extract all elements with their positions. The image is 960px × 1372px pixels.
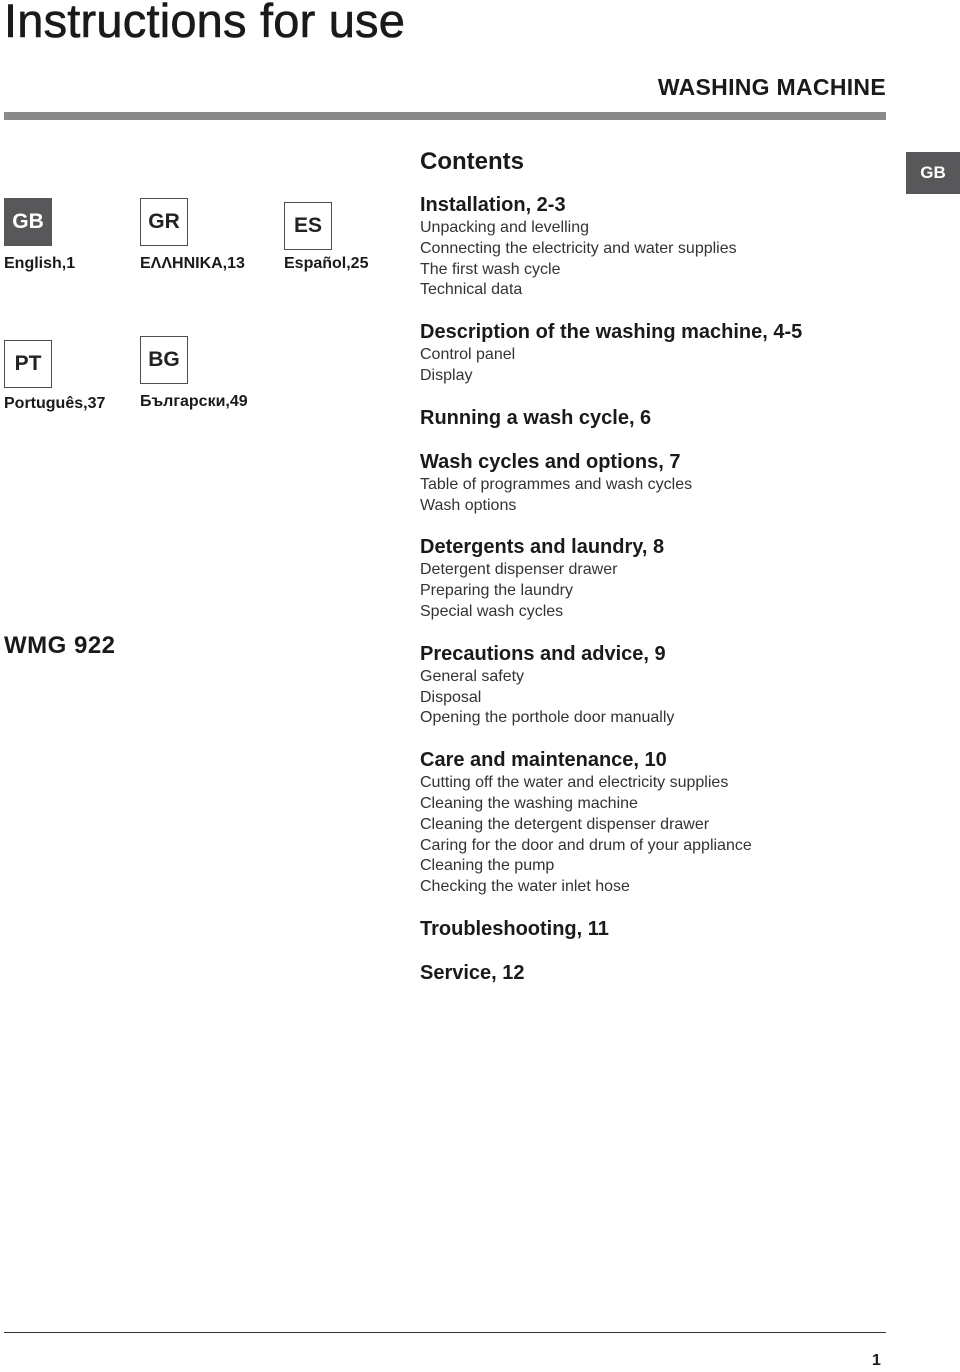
- lang-label-gb[interactable]: English,1: [4, 255, 76, 272]
- toc-item[interactable]: Control panel: [420, 346, 516, 364]
- toc-item[interactable]: Display: [420, 366, 473, 384]
- lang-box-es[interactable]: ES: [284, 202, 332, 250]
- toc-item[interactable]: Disposal: [420, 688, 482, 706]
- toc-item[interactable]: The first wash cycle: [420, 260, 561, 278]
- toc-heading[interactable]: Troubleshooting, 11: [420, 917, 609, 940]
- toc-section: [420, 641, 890, 729]
- page-number: 1: [872, 1352, 881, 1369]
- toc-heading[interactable]: Detergents and laundry, 8: [420, 536, 665, 559]
- toc-item[interactable]: Wash options: [420, 496, 517, 514]
- toc-section: [420, 747, 890, 898]
- toc-heading[interactable]: Installation, 2-3: [420, 194, 566, 216]
- toc-item[interactable]: Connecting the electricity and water supplies: [420, 239, 737, 257]
- toc-section: [420, 192, 890, 301]
- lang-label-bg[interactable]: Български,49: [140, 393, 248, 410]
- model-number: WMG 922: [4, 632, 116, 659]
- contents-title: Contents: [420, 148, 524, 175]
- toc-item[interactable]: Table of programmes and wash cycles: [420, 475, 693, 493]
- toc-heading[interactable]: Care and maintenance, 10: [420, 749, 667, 772]
- toc-item[interactable]: Technical data: [420, 281, 523, 299]
- lang-box-gb[interactable]: GB: [4, 198, 52, 246]
- toc-section: [420, 534, 890, 622]
- toc-heading[interactable]: Description of the washing machine, 4-5: [420, 321, 803, 344]
- toc-section: [420, 449, 890, 517]
- footer-divider: [4, 1332, 886, 1333]
- lang-label-gr[interactable]: ΕΛΛΗΝΙΚΑ,13: [140, 255, 245, 272]
- table-of-contents: [420, 192, 890, 1004]
- toc-item[interactable]: Opening the porthole door manually: [420, 709, 675, 727]
- toc-item[interactable]: Cutting off the water and electricity supplies: [420, 774, 729, 792]
- lang-label-pt[interactable]: Português,37: [4, 395, 106, 412]
- toc-heading[interactable]: Wash cycles and options, 7: [420, 450, 681, 473]
- lang-box-gr[interactable]: GR: [140, 198, 188, 246]
- lang-label-es[interactable]: Español,25: [284, 255, 369, 272]
- toc-heading[interactable]: Service, 12: [420, 961, 525, 984]
- toc-section: [420, 319, 890, 387]
- toc-section: [420, 405, 890, 431]
- lang-box-bg[interactable]: BG: [140, 336, 188, 384]
- toc-item[interactable]: Special wash cycles: [420, 602, 564, 620]
- toc-item[interactable]: Detergent dispenser drawer: [420, 561, 618, 579]
- toc-heading[interactable]: Precautions and advice, 9: [420, 642, 666, 665]
- toc-item[interactable]: General safety: [420, 667, 525, 685]
- header-divider: [4, 112, 886, 120]
- lang-box-pt[interactable]: PT: [4, 340, 52, 388]
- document-title: Instructions for use: [4, 0, 406, 47]
- toc-item[interactable]: Cleaning the detergent dispenser drawer: [420, 815, 710, 833]
- toc-item[interactable]: Caring for the door and drum of your appliance: [420, 836, 752, 854]
- toc-item[interactable]: Cleaning the washing machine: [420, 794, 638, 812]
- toc-section: [420, 960, 890, 986]
- toc-item[interactable]: Preparing the laundry: [420, 582, 573, 600]
- language-side-tab: GB: [906, 152, 960, 194]
- toc-heading[interactable]: Running a wash cycle, 6: [420, 406, 652, 429]
- toc-item[interactable]: Unpacking and levelling: [420, 219, 589, 236]
- document-subtitle: WASHING MACHINE: [657, 74, 886, 100]
- toc-item[interactable]: Checking the water inlet hose: [420, 878, 630, 896]
- toc-item[interactable]: Cleaning the pump: [420, 857, 555, 875]
- toc-section: [420, 916, 890, 942]
